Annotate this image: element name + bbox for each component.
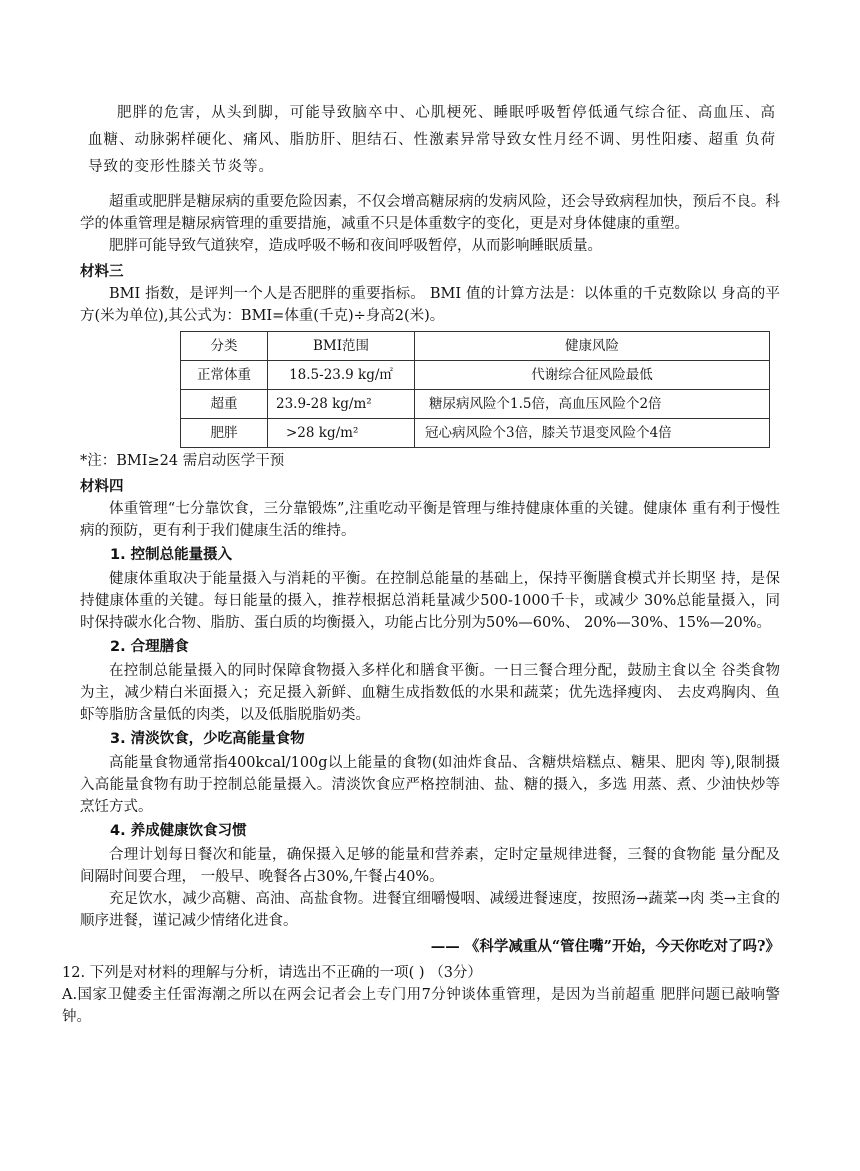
table-row [181, 361, 770, 390]
cell-health-risk: 冠心病风险个3倍，膝关节退变风险个4倍 [415, 419, 770, 448]
bmi-note: *注：BMI≥24 需启动医学干预 [80, 453, 285, 469]
bmi-table [180, 331, 770, 448]
cell-health-risk: 糖尿病风险个1.5倍，高血压风险个2倍 [415, 390, 770, 419]
bmi-paragraph: BMI 指数，是评判一个人是否肥胖的重要指标。 BMI 值的计算方法是：以体重的千克数除以 身高的平方(米为单位),其公式为：BMI=体重(千克)÷身高2(米)。 [80, 286, 780, 324]
question-12: 12. 下列是对材料的理解与分析，请选出不正确的一项( ) （3分） [62, 965, 482, 981]
cell-bmi-range: >28 kg/m² [268, 419, 415, 448]
section-1-heading: 1. 控制总能量摄入 [110, 547, 233, 563]
section-4-heading: 4. 养成健康饮食习惯 [110, 823, 247, 839]
material-four-heading: 材料四 [80, 479, 124, 495]
header-category: 分类 [181, 332, 268, 361]
weight-management-paragraph: 体重管理“七分靠饮食，三分靠锻炼”,注重吃动平衡是管理与维持健康体重的关键。健康体 重有利于慢性病的预防，更有利于我们健康生活的维持。 [80, 501, 780, 539]
section-3-heading: 3. 清淡饮食，少吃高能量食物 [110, 731, 305, 747]
cell-bmi-range: 23.9-28 kg/m² [268, 390, 415, 419]
document-page [62, 100, 780, 1028]
section-2-heading: 2. 合理膳食 [110, 639, 189, 655]
section-2-text: 在控制总能量摄入的同时保障食物摄入多样化和膳食平衡。一日三餐合理分配，鼓励主食以全 谷类食物为主，减少精白米面摄入；充足摄入新鲜、血糖生成指数低的水果和蔬菜；优先选择瘦肉、 去皮鸡胸肉、鱼虾等脂肪含量低的肉类，以及低脂脱脂奶类。 [80, 663, 780, 723]
table-row [181, 419, 770, 448]
diabetes-paragraph: 超重或肥胖是糖尿病的重要危险因素，不仅会增高糖尿病的发病风险，还会导致病程加快，预后不良。科学的体重管理是糖尿病管理的重要措施，减重不只是体重数字的变化，更是对身体健康的重塑。 [80, 194, 780, 232]
source-citation: —— 《科学减重从“管住嘴”开始，今天你吃对了吗?》 [430, 938, 780, 955]
header-health-risk: 健康风险 [415, 332, 770, 361]
cell-category: 肥胖 [181, 419, 268, 448]
section-4-text-1: 合理计划每日餐次和能量，确保摄入足够的能量和营养素，定时定量规律进餐，三餐的食物能 量分配及间隔时间要合理， 一般早、晚餐各占30%,午餐占40%。 [80, 847, 780, 885]
table-header-row [181, 332, 770, 361]
section-4-text-2: 充足饮水，减少高糖、高油、高盐食物。进餐宜细嚼慢咽、减缓进餐速度，按照汤→蔬菜→肉 类→主食的顺序进餐，谨记减少情绪化进食。 [80, 891, 780, 929]
sleep-paragraph: 肥胖可能导致气道狭窄，造成呼吸不畅和夜间呼吸暂停，从而影响睡眠质量。 [109, 238, 602, 254]
intro-paragraph: 肥胖的危害，从头到脚，可能导致脑卒中、心肌梗死、睡眠呼吸暂停低通气综合征、高血压、高血糖、动脉粥样硬化、痛风、脂肪肝、胆结石、性激素异常导致女性月经不调、男性阳痿、超重 负荷导致的变形性膝关节炎等。 [88, 105, 776, 175]
option-a: A.国家卫健委主任雷海潮之所以在两会记者会上专门用7分钟谈体重管理，是因为当前超重 肥胖问题已敲响警钟。 [62, 987, 780, 1025]
table-row [181, 390, 770, 419]
header-bmi-range: BMI范围 [268, 332, 415, 361]
cell-health-risk: 代谢综合征风险最低 [415, 361, 770, 390]
cell-category: 正常体重 [181, 361, 268, 390]
cell-category: 超重 [181, 390, 268, 419]
material-three-heading: 材料三 [80, 264, 124, 280]
section-3-text: 高能量食物通常指400kcal/100g以上能量的食物(如油炸食品、含糖烘焙糕点、糖果、肥肉 等),限制摄入高能量食物有助于控制总能量摄入。清淡饮食应严格控制油、盐、糖的摄入，多选 用蒸、煮、少油快炒等烹饪方式。 [80, 755, 780, 815]
cell-bmi-range: 18.5-23.9 kg/㎡ [268, 361, 415, 390]
section-1-text: 健康体重取决于能量摄入与消耗的平衡。在控制总能量的基础上，保持平衡膳食模式并长期坚 持，是保持健康体重的关键。每日能量的摄入，推荐根据总消耗量减少500-1000千卡，或减少 30%总能量摄入，同时保持碳水化合物、脂肪、蛋白质的均衡摄入，功能占比分别为50%—60%、 20%—30%、15%—20%。 [80, 571, 780, 631]
